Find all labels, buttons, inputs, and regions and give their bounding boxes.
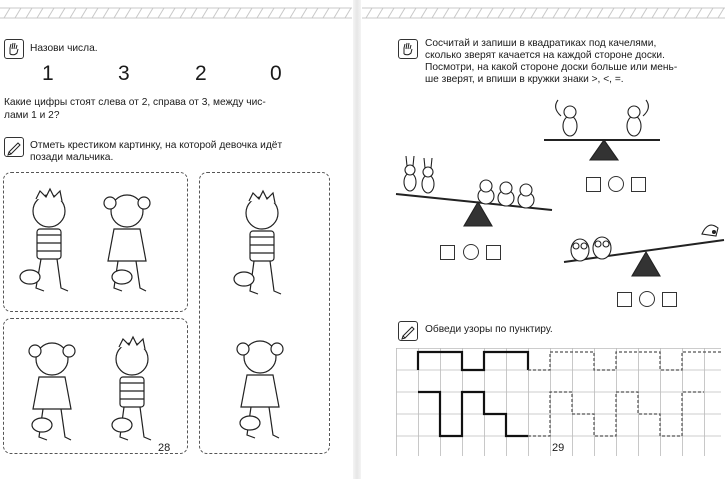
seesaw-squirrels: [542, 98, 662, 164]
left-page: [0, 0, 352, 479]
right-page: [362, 0, 725, 479]
picture-panel-right[interactable]: [199, 172, 330, 454]
answer-box-3-right[interactable]: [662, 292, 677, 307]
task1-line-1: Сосчитай и запиши в квадратиках под качелями,: [425, 38, 657, 49]
sign-circle-1[interactable]: [608, 176, 624, 192]
tracing-pattern-top: [418, 352, 528, 370]
pencil-icon: [398, 321, 418, 341]
girl-boy-illustration: [4, 319, 187, 453]
sign-circle-3[interactable]: [639, 291, 655, 307]
task1-instruction: Назови числа.: [30, 43, 98, 54]
number-2: 3: [118, 62, 130, 85]
question-line-1: Какие цифры стоят слева от 2, справа от 3, между чис-: [4, 97, 266, 108]
picture-panel-top-left[interactable]: [3, 172, 188, 312]
answer-box-3-left[interactable]: [617, 292, 632, 307]
seesaw-rabbits-bears: [394, 156, 554, 232]
hand-icon: [398, 39, 418, 59]
boy-girl-illustration: [4, 173, 187, 311]
answer-box-2-left[interactable]: [440, 245, 455, 260]
task2-instruction: Обведи узоры по пунктиру.: [425, 324, 553, 335]
task1-line-3: Посмотри, на какой стороне доски больше или мень-: [425, 62, 678, 73]
header-decoration-left: [0, 0, 352, 26]
page-number-right: 29: [552, 442, 565, 454]
hand-icon: [4, 39, 24, 59]
question-line-2: лами 1 и 2?: [4, 110, 60, 121]
number-4: 0: [270, 62, 282, 85]
answer-box-1-left[interactable]: [586, 177, 601, 192]
answer-box-1-right[interactable]: [631, 177, 646, 192]
task2-instruction-line-2: позади мальчика.: [30, 152, 114, 163]
boy-above-girl-illustration: [200, 173, 329, 453]
page-number-left: 28: [158, 442, 171, 454]
book-spine: [353, 0, 361, 479]
header-decoration-right: [362, 0, 725, 26]
task2-instruction-line-1: Отметь крестиком картинку, на которой девочка идёт: [30, 140, 283, 151]
pencil-icon: [4, 137, 24, 157]
answer-box-2-right[interactable]: [486, 245, 501, 260]
picture-panel-bottom-left[interactable]: [3, 318, 188, 454]
task1-line-2: сколько зверят качается на каждой стороне доски.: [425, 50, 665, 61]
tracing-grid[interactable]: [396, 348, 721, 456]
tracing-pattern-top-dashed: [528, 352, 721, 370]
number-1: 1: [42, 62, 54, 85]
sign-circle-2[interactable]: [463, 244, 479, 260]
seesaw-owls-hedgehog: [562, 210, 725, 280]
task1-line-4: ше зверят, и впиши в кружки знаки >, <, =.: [425, 74, 624, 85]
number-3: 2: [195, 62, 207, 85]
